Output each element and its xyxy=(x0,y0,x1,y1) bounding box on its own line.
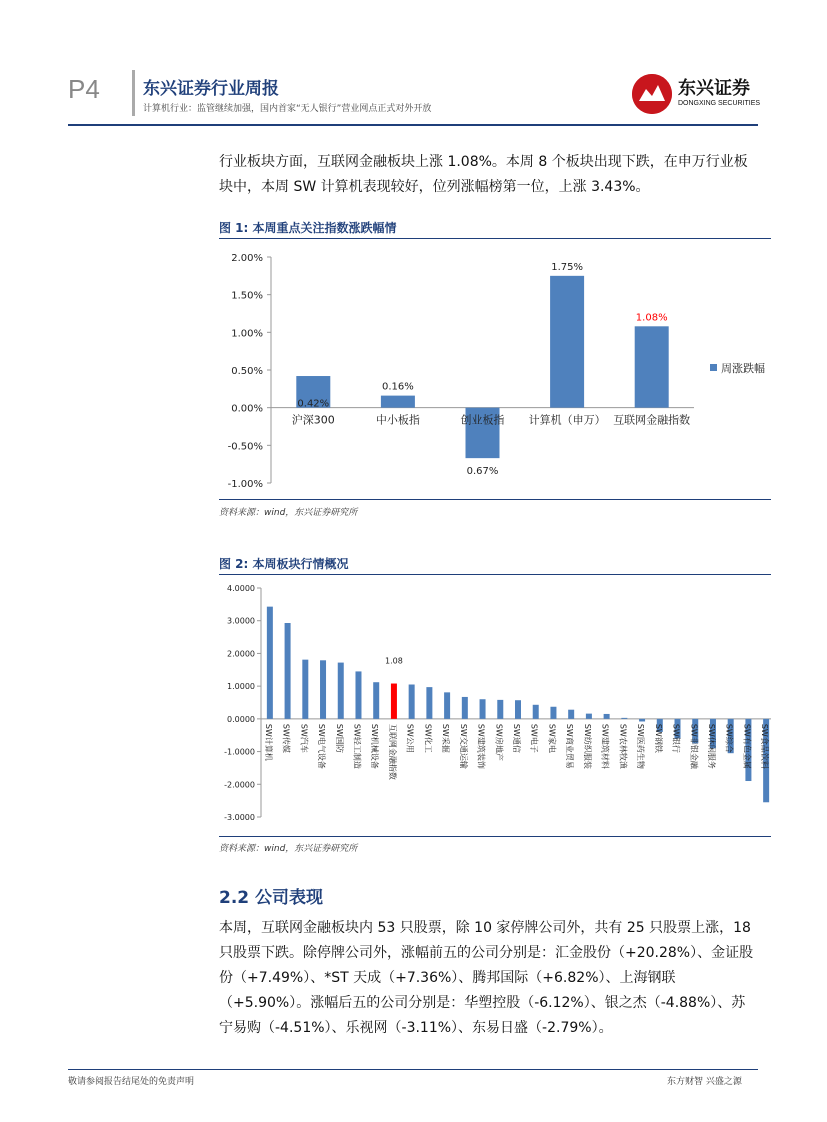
category-label: SW综合 xyxy=(724,723,734,753)
figure1-bottom-rule xyxy=(219,499,771,500)
logo-text: 东兴证券 xyxy=(678,78,750,99)
category-label: SW轻工制造 xyxy=(352,723,362,769)
category-label: SW电子 xyxy=(529,723,539,753)
bar xyxy=(635,326,669,407)
category-label: 沪深300 xyxy=(291,413,335,427)
bar xyxy=(550,707,556,719)
figure1-title: 图 1: 本周重点关注指数涨跌幅情 xyxy=(219,221,397,235)
section-title: 2.2 公司表现 xyxy=(219,888,324,908)
category-label: SW医药生物 xyxy=(636,723,646,769)
footer-disclaimer: 敬请参阅报告结尾处的免责声明 xyxy=(68,1077,195,1087)
logo-icon xyxy=(632,74,672,114)
data-label: 1.08 xyxy=(385,656,403,666)
bar xyxy=(426,687,432,719)
bar xyxy=(373,682,379,719)
bar xyxy=(533,705,539,719)
y-tick-label: -0.50% xyxy=(227,441,263,453)
bar xyxy=(586,714,592,719)
category-label: SW化工 xyxy=(423,723,433,753)
category-label: SW休闲服务 xyxy=(706,723,716,769)
bar xyxy=(267,607,273,719)
y-tick-label: 0.0000 xyxy=(227,714,255,724)
y-tick-label: 2.0000 xyxy=(227,649,255,659)
category-label: SW采掘 xyxy=(441,723,451,753)
y-tick-label: -3.0000 xyxy=(224,813,255,822)
category-label: SW电气设备 xyxy=(317,723,327,769)
category-label: SW建筑装饰 xyxy=(476,723,486,769)
y-tick-label: 4.0000 xyxy=(227,584,255,593)
category-label: SW银行 xyxy=(671,723,681,753)
category-label: SW汽车 xyxy=(299,723,309,753)
bar xyxy=(480,699,486,719)
y-tick-label: -1.0000 xyxy=(224,747,255,757)
category-label: 互联网金融指数 xyxy=(613,413,691,427)
y-tick-label: 1.0000 xyxy=(227,682,255,692)
footer-rule xyxy=(68,1069,758,1070)
category-label: 计算机（申万） xyxy=(528,413,606,427)
bar xyxy=(391,684,397,719)
category-label: SW纺织服装 xyxy=(582,723,592,769)
bar xyxy=(604,714,610,719)
category-label: SW传媒 xyxy=(281,723,291,753)
category-label: SW国防 xyxy=(334,723,344,753)
bar xyxy=(462,697,468,719)
category-label: SW公用 xyxy=(405,723,415,753)
y-tick-label: 1.00% xyxy=(231,328,263,340)
header-divider xyxy=(132,70,135,116)
figure2-bottom-rule xyxy=(219,836,771,837)
data-label: 1.08% xyxy=(635,312,668,324)
footer-slogan: 东方财智 兴盛之源 xyxy=(667,1077,742,1087)
bar xyxy=(381,396,415,408)
y-tick-label: -1.00% xyxy=(227,479,263,490)
category-label: SW交通运输 xyxy=(458,723,468,769)
bar xyxy=(302,660,308,719)
figure2-title-rule xyxy=(219,574,771,575)
category-label: SW机械设备 xyxy=(370,723,380,769)
y-tick-label: 3.0000 xyxy=(227,616,255,626)
category-label: 互联网金融指数 xyxy=(387,723,397,780)
category-label: SW房地产 xyxy=(494,723,504,761)
data-label: 0.42% xyxy=(297,398,330,410)
figure1-chart xyxy=(219,243,771,495)
y-tick-label: 1.50% xyxy=(231,290,263,302)
report-title: 东兴证券行业周报 xyxy=(143,79,279,99)
bar xyxy=(355,671,361,718)
category-label: SW非银金融 xyxy=(689,723,699,769)
bar xyxy=(320,660,326,719)
bar xyxy=(497,700,503,719)
category-label: 中小板指 xyxy=(375,413,420,427)
y-tick-label: 0.50% xyxy=(231,366,263,377)
figure2-title: 图 2: 本周板块行情概况 xyxy=(219,557,349,571)
header-rule xyxy=(68,124,758,126)
category-label: SW农林牧渔 xyxy=(618,723,628,769)
bar xyxy=(444,692,450,718)
data-label: 1.75% xyxy=(551,261,583,273)
category-label: SW计算机 xyxy=(263,723,273,761)
bar xyxy=(550,276,584,408)
category-label: SW钢铁 xyxy=(653,723,663,753)
bar xyxy=(338,663,344,719)
bar xyxy=(621,718,627,719)
data-label: 0.67% xyxy=(466,466,499,478)
legend-swatch xyxy=(710,364,717,371)
figure1-source: 资料来源：wind，东兴证券研究所 xyxy=(219,508,358,518)
category-label: SW有色金属 xyxy=(742,723,752,769)
category-label: SW商业贸易 xyxy=(565,723,575,769)
intro-paragraph: 行业板块方面，互联网金融板块上涨 1.08%。本周 8 个板块出现下跌，在申万行业板块中，本周 SW 计算机表现较好，位列涨幅榜第一位，上涨 3.43%。 xyxy=(219,154,748,195)
bar xyxy=(568,710,574,719)
data-label: 0.16% xyxy=(382,381,414,393)
category-label: SW家电 xyxy=(547,723,557,753)
figure2-chart xyxy=(219,579,771,832)
y-tick-label: 0.00% xyxy=(231,403,263,415)
report-subtitle: 计算机行业：监管继续加强，国内首家“无人银行”营业网点正式对外开放 xyxy=(143,104,432,114)
bar xyxy=(285,623,291,719)
bar xyxy=(639,719,645,722)
category-label: SW通信 xyxy=(512,723,521,753)
figure1-title-rule xyxy=(219,238,771,239)
y-tick-label: -2.0000 xyxy=(224,780,255,790)
figure2-source: 资料来源：wind，东兴证券研究所 xyxy=(219,844,358,854)
legend-label: 周涨跌幅 xyxy=(721,362,765,375)
page-number: P4 xyxy=(68,74,100,104)
category-label: SW建筑材料 xyxy=(600,723,610,769)
logo-subtext: DONGXING SECURITIES xyxy=(678,100,761,107)
category-label: SW食品饮料 xyxy=(760,723,770,769)
y-tick-label: 2.00% xyxy=(231,253,263,264)
section-paragraph: 本周，互联网金融板块内 53 只股票，除 10 家停牌公司外，共有 25 只股票上涨，18 只股票下跌。除停牌公司外，涨幅前五的公司分别是：汇金股份（+20.28%）、金证股份（+7.49%）、*ST 天成（+7.36%）、腾邦国际（+6.82%）、上海钢联（+5.90%）。涨幅后五的公司分别是：华塑控股（-6.12%）、银之杰（-4.88%）、苏宁易购（-4.51%）、乐视网（-3.11%）、东易日盛（-2.79%）。 xyxy=(219,920,754,1036)
category-label: 创业板指 xyxy=(460,413,505,427)
bar xyxy=(515,700,521,719)
bar xyxy=(409,685,415,719)
